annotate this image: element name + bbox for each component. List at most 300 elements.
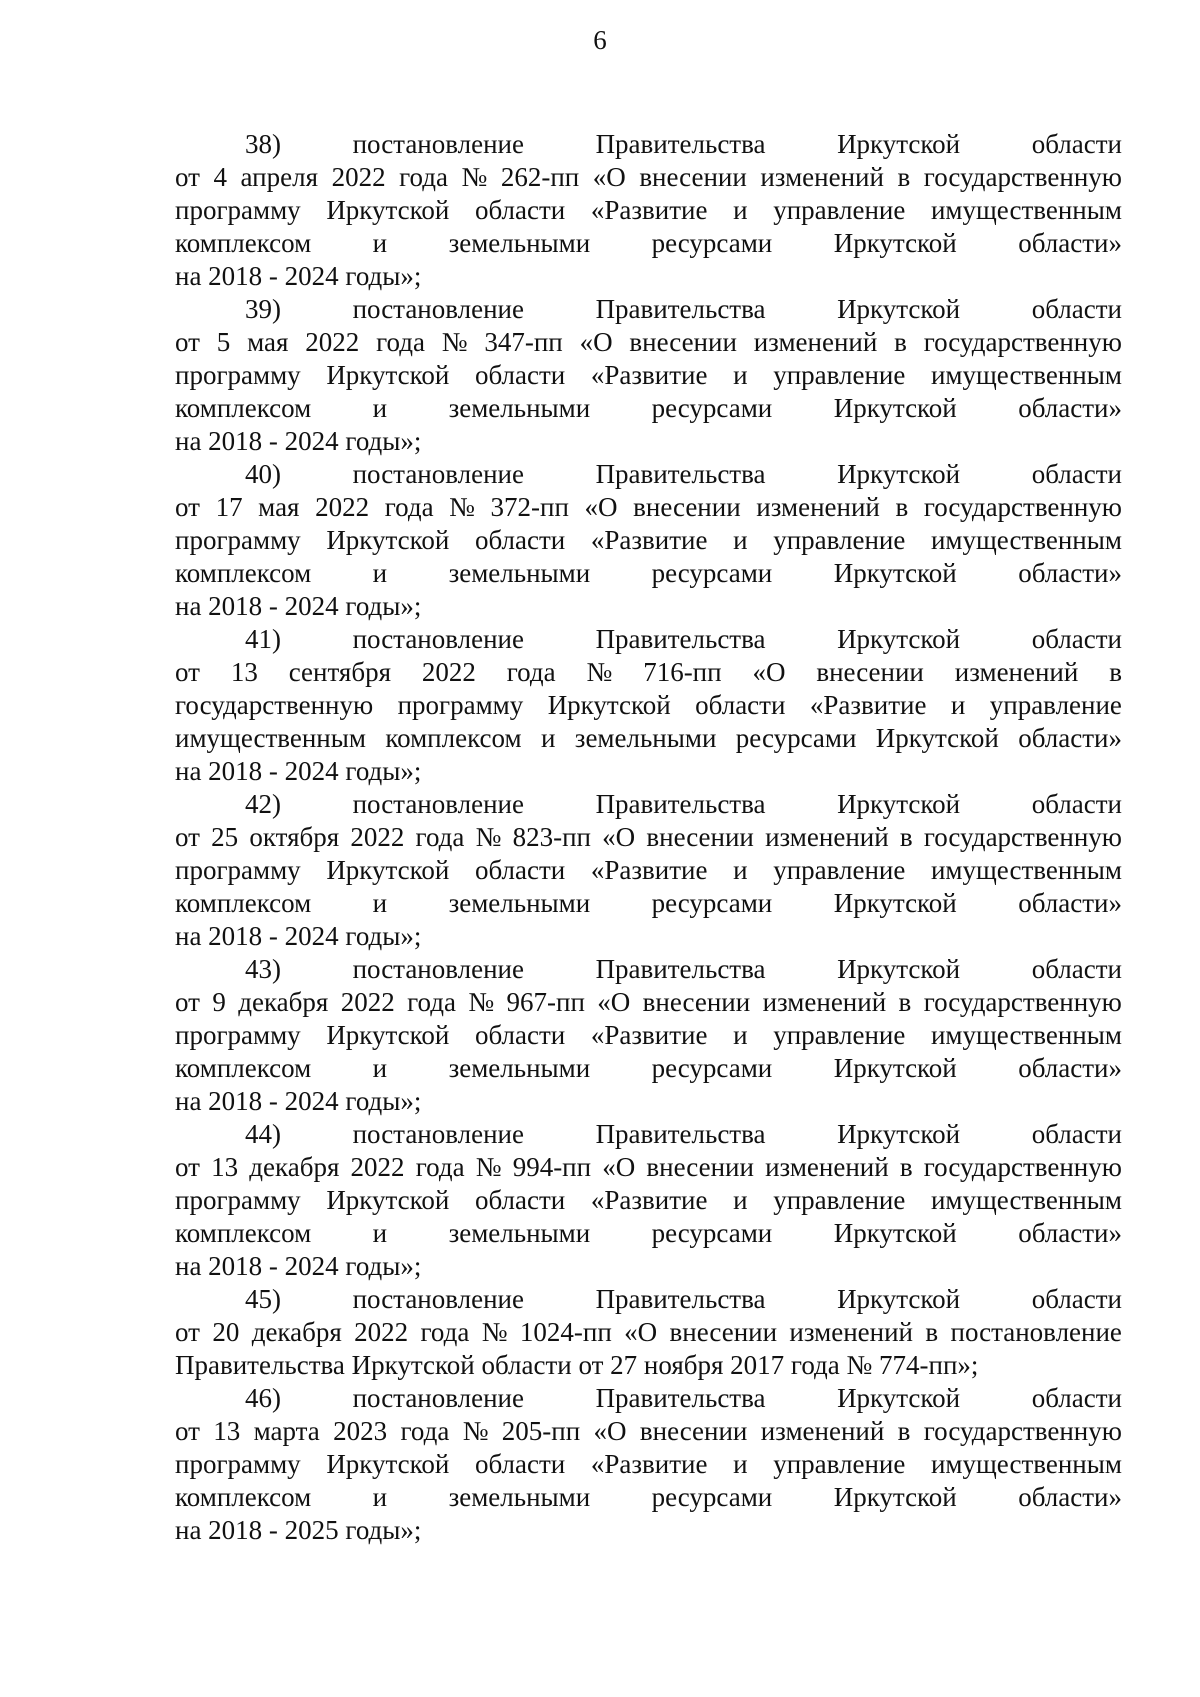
word: года [376,327,425,357]
word: 13 [230,657,258,687]
list-item [175,788,1122,953]
word: 716-пп [643,657,722,687]
word: области [1031,1119,1122,1149]
word: «Развитие [809,690,927,720]
word: «О [579,327,613,357]
word: постановление [352,459,524,489]
text-line [175,1448,1122,1481]
word: Иркутской [326,525,450,555]
word: 42) [245,789,281,819]
word: Правительства [595,129,766,159]
word: области» [1018,1053,1122,1083]
word: в [897,1416,911,1446]
word: 17 [215,492,243,522]
word: марта [253,1416,320,1446]
word: области [474,1020,566,1050]
word: от [175,1317,200,1347]
word: Иркутской [326,195,450,225]
word: управление [773,1020,906,1050]
word: управление [773,1185,906,1215]
word: на 2018 - 2024 годы»; [175,756,422,786]
word: и [372,888,388,918]
word: земельными [448,558,591,588]
list-item [175,1382,1122,1547]
word: Иркутской [837,129,961,159]
word: постановление [352,1284,524,1314]
word: области [474,195,566,225]
word: имущественным [175,723,366,753]
word: изменений [765,1152,889,1182]
word: области» [1018,228,1122,258]
word: внесении [639,1416,748,1446]
word: декабря [251,1317,342,1347]
word: внесении [669,1317,778,1347]
word: от [175,657,200,687]
text-line [175,161,1122,194]
text-line [175,1283,1122,1316]
text-line [175,623,1122,656]
word: комплексом [385,723,522,753]
word: в [925,1317,939,1347]
word: 25 [211,822,239,852]
word: и [372,228,388,258]
word: программу [175,1020,301,1050]
word: октября [249,822,340,852]
word: 2023 [333,1416,388,1446]
word: 994-пп [512,1152,592,1182]
word: государственную [175,690,374,720]
word: и [733,855,748,885]
word: от [175,822,200,852]
word: Иркутской [875,723,999,753]
word: государственную [923,162,1122,192]
word: области [695,690,786,720]
word: и [733,1020,748,1050]
word: управление [989,690,1122,720]
word: и [733,360,748,390]
word: государственную [923,1416,1122,1446]
word: земельными [448,1218,591,1248]
text-line [175,887,1122,920]
word: от [175,987,200,1017]
text-line [175,1481,1122,1514]
word: на 2018 - 2024 годы»; [175,426,422,456]
text-line [175,854,1122,887]
word: постановление [352,624,524,654]
word: 262-пп [500,162,580,192]
word: имущественным [930,1185,1122,1215]
word: года [407,987,456,1017]
word: «О [593,1416,627,1446]
word: на 2018 - 2024 годы»; [175,1086,422,1116]
word: Правительства [595,624,766,654]
word: имущественным [930,1449,1122,1479]
word: на 2018 - 2024 годы»; [175,591,422,621]
word: года [420,1317,470,1347]
word: Иркутской [547,690,671,720]
word: «Развитие [590,195,708,225]
word: ресурсами [651,888,773,918]
word: государственную [923,492,1122,522]
text-line [175,1382,1122,1415]
word: 20 [212,1317,240,1347]
word: от [175,492,200,522]
word: ресурсами [651,558,773,588]
text-line [175,260,1122,293]
word: 39) [245,294,281,324]
word: года [399,162,448,192]
text-line [175,1316,1122,1349]
word: постановление [352,1119,524,1149]
word: и [372,1218,388,1248]
word: земельными [448,1482,591,1512]
word: апреля [240,162,319,192]
word: внесении [629,327,737,357]
word: на 2018 - 2025 годы»; [175,1515,422,1545]
word: изменений [756,492,880,522]
word: Иркутской [833,888,957,918]
text-line [175,1052,1122,1085]
word: мая [258,492,300,522]
word: «Развитие [590,1020,708,1050]
word: программу [175,195,301,225]
word: 4 [213,162,227,192]
text-line [175,326,1122,359]
word: комплексом [175,228,312,258]
word: имущественным [930,360,1122,390]
word: земельными [574,723,717,753]
word: области [1031,1284,1122,1314]
word: изменений [765,822,889,852]
word: постановление [352,789,524,819]
text-line [175,128,1122,161]
word: Иркутской [837,789,961,819]
word: № [481,1317,508,1347]
word: Иркутской [837,624,961,654]
word: внесении [642,987,751,1017]
text-line [175,1151,1122,1184]
word: управление [773,360,906,390]
word: ресурсами [651,1482,773,1512]
text-line [175,524,1122,557]
word: 205-пп [501,1416,581,1446]
word: постановление [352,954,524,984]
word: внесении [639,162,747,192]
word: 2022 [331,162,386,192]
text-line [175,1250,1122,1283]
word: 2022 [350,1152,405,1182]
text-line [175,1415,1122,1448]
word: 41) [245,624,281,654]
word: Иркутской [833,1218,957,1248]
word: имущественным [930,195,1122,225]
list-item [175,623,1122,788]
word: «О [602,1152,636,1182]
word: комплексом [175,1218,312,1248]
word: Иркутской [833,1482,957,1512]
word: «Развитие [590,855,708,885]
word: постановление [352,1383,524,1413]
word: области [1031,459,1122,489]
word: года [506,657,556,687]
word: государственную [923,327,1122,357]
word: № [449,492,475,522]
text-line [175,458,1122,491]
word: Правительства [595,1284,766,1314]
text-line [175,656,1122,689]
word: внесении [816,657,924,687]
text-line [175,920,1122,953]
word: Иркутской [326,1185,450,1215]
text-line [175,821,1122,854]
word: и [372,558,388,588]
word: Правительства Иркутской области от 27 ноября 2017 года № 774-пп»; [175,1350,979,1380]
word: ресурсами [651,228,773,258]
word: области» [1018,1482,1122,1512]
word: Правительства [595,294,766,324]
word: Иркутской [837,1383,961,1413]
word: Иркутской [837,1119,961,1149]
word: и [733,195,748,225]
word: Иркутской [326,1449,450,1479]
word: в [1109,657,1122,687]
word: земельными [448,228,591,258]
word: программу [175,525,301,555]
word: области [474,360,566,390]
list-item [175,953,1122,1118]
word: «О [584,492,618,522]
word: 40) [245,459,281,489]
word: земельными [448,1053,591,1083]
text-line [175,1019,1122,1052]
word: Иркутской [837,1284,961,1314]
text-line [175,227,1122,260]
word: 5 [216,327,231,357]
word: постановление [352,294,524,324]
word: программу [175,855,301,885]
word: Иркутской [326,855,450,885]
word: в [894,327,907,357]
word: в [897,162,911,192]
word: изменений [753,327,878,357]
word: и [372,1053,388,1083]
list-item [175,1283,1122,1382]
word: области [474,855,566,885]
text-line [175,1217,1122,1250]
document-body [175,128,1122,1547]
word: и [372,1482,388,1512]
word: программу [175,1185,301,1215]
list-item [175,128,1122,293]
word: от [175,162,200,192]
word: Иркутской [837,294,961,324]
word: Правительства [595,954,766,984]
word: области» [1018,393,1122,423]
word: земельными [448,393,591,423]
word: Иркутской [837,459,961,489]
text-line [175,1349,1122,1382]
word: 2022 [421,657,476,687]
word: внесении [633,492,741,522]
word: и [733,525,748,555]
word: мая [247,327,289,357]
word: 13 [213,1416,241,1446]
word: программу [175,1449,301,1479]
word: 347-пп [484,327,563,357]
word: декабря [238,987,329,1017]
word: постановление [950,1317,1122,1347]
word: от [175,1152,200,1182]
word: 38) [245,129,281,159]
word: изменений [954,657,1079,687]
word: изменений [789,1317,914,1347]
word: Иркутской [837,954,961,984]
word: области» [1018,723,1122,753]
text-line [175,1118,1122,1151]
word: 44) [245,1119,281,1149]
text-line [175,293,1122,326]
word: управление [773,1449,906,1479]
word: и [950,690,966,720]
word: 13 [211,1152,239,1182]
word: комплексом [175,558,312,588]
word: года [400,1416,450,1446]
word: ресурсами [651,1053,773,1083]
word: изменений [760,162,884,192]
text-line [175,953,1122,986]
word: области» [1018,558,1122,588]
word: Правительства [595,789,766,819]
word: 823-пп [512,822,591,852]
word: области» [1018,888,1122,918]
text-line [175,590,1122,623]
word: внесении [646,822,754,852]
word: Иркутской [833,558,957,588]
word: на 2018 - 2024 годы»; [175,1251,422,1281]
word: «О [602,822,636,852]
word: комплексом [175,1482,312,1512]
word: «Развитие [590,1185,708,1215]
word: 46) [245,1383,281,1413]
text-line [175,1514,1122,1547]
word: Иркутской [326,360,450,390]
word: декабря [249,1152,340,1182]
word: области [1031,954,1122,984]
word: государственную [923,987,1122,1017]
word: области [474,1449,566,1479]
word: ресурсами [651,393,773,423]
word: области» [1018,1218,1122,1248]
word: «О [597,987,631,1017]
text-line [175,491,1122,524]
word: «Развитие [590,525,708,555]
list-item [175,458,1122,623]
word: управление [773,855,906,885]
word: на 2018 - 2024 годы»; [175,261,422,291]
word: программу [397,690,524,720]
word: от [175,1416,200,1446]
word: ресурсами [651,1218,773,1248]
text-line [175,425,1122,458]
word: ресурсами [735,723,857,753]
word: программу [175,360,301,390]
text-line [175,788,1122,821]
word: года [384,492,434,522]
word: государственную [923,1152,1122,1182]
word: 372-пп [490,492,569,522]
word: Иркутской [833,228,957,258]
word: комплексом [175,393,312,423]
word: в [899,1152,913,1182]
word: 45) [245,1284,281,1314]
text-line [175,722,1122,755]
word: 2022 [315,492,370,522]
word: № [475,822,502,852]
word: Иркутской [326,1020,450,1050]
word: Иркутской [833,393,957,423]
word: на 2018 - 2024 годы»; [175,921,422,951]
text-line [175,194,1122,227]
text-line [175,557,1122,590]
word: № [461,162,488,192]
word: и [733,1185,748,1215]
word: и [540,723,556,753]
word: области [1031,789,1122,819]
word: 2022 [340,987,395,1017]
list-item [175,1118,1122,1283]
word: изменений [762,987,887,1017]
word: сентября [288,657,391,687]
word: имущественным [930,525,1122,555]
word: № [462,1416,489,1446]
word: Иркутской [833,1053,957,1083]
word: Правительства [595,1383,766,1413]
word: управление [773,195,906,225]
word: постановление [352,129,524,159]
word: области [1031,294,1122,324]
word: управление [773,525,906,555]
word: от [175,327,200,357]
word: 2022 [354,1317,409,1347]
word: имущественным [930,855,1122,885]
text-line [175,392,1122,425]
word: области [1031,1383,1122,1413]
word: № [475,1152,502,1182]
text-line [175,689,1122,722]
text-line [175,986,1122,1019]
word: земельными [448,888,591,918]
word: «О [752,657,786,687]
list-item [175,293,1122,458]
word: области [1031,129,1122,159]
word: Правительства [595,1119,766,1149]
word: № [586,657,613,687]
word: 9 [212,987,226,1017]
word: комплексом [175,888,312,918]
word: комплексом [175,1053,312,1083]
page-number: 6 [593,25,607,55]
word: в [899,822,913,852]
word: 2022 [350,822,405,852]
word: имущественным [930,1020,1122,1050]
word: и [372,393,388,423]
word: «Развитие [590,360,708,390]
word: № [441,327,468,357]
word: области [1031,624,1122,654]
word: года [415,822,465,852]
word: «О [624,1317,658,1347]
word: государственную [923,822,1122,852]
